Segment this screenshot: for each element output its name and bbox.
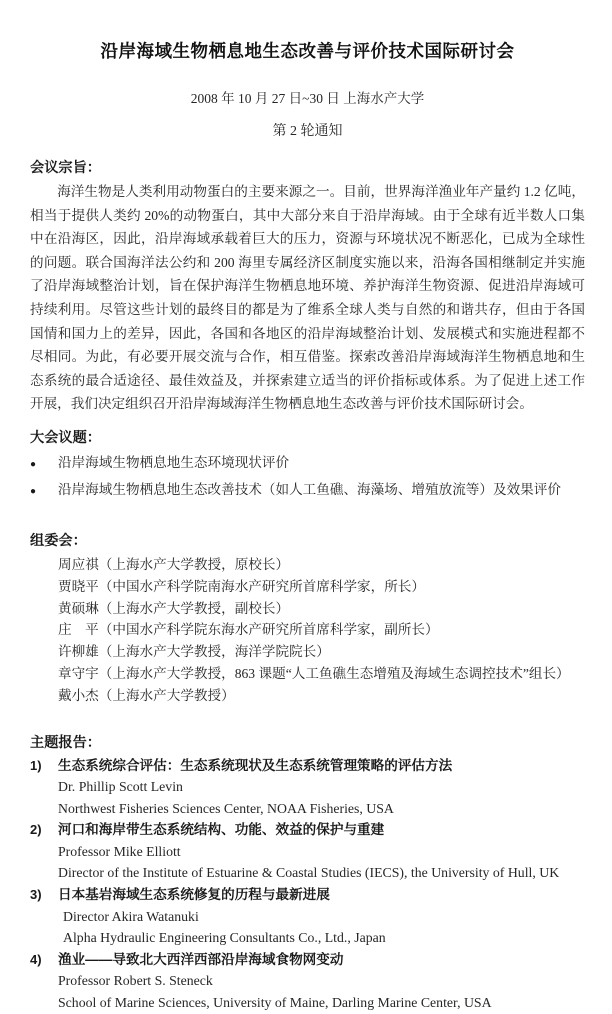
report-title: 渔业——导致北大西洋西部沿岸海域食物网变动 (58, 951, 344, 967)
committee-member: 周应祺（上海水产大学教授，原校长） (58, 556, 290, 572)
report-item (30, 949, 585, 1014)
committee-member-list (30, 554, 585, 707)
report-number: 3) (30, 887, 42, 903)
topic-item (30, 450, 585, 477)
topics-list (30, 450, 585, 504)
committee-member: 许柳雄（上海水产大学教授，海洋学院院长） (58, 644, 330, 660)
committee-member: 章守宇（上海水产大学教授，863 课题“人工鱼礁生态增殖及海域生态调控技术”组长） (58, 665, 570, 681)
topic-item (30, 477, 585, 504)
topics-heading: 大会议题： (30, 429, 101, 446)
committee-member: 贾晓平（中国水产科学院南海水产研究所首席科学家，所长） (58, 578, 426, 594)
committee-member: 戴小杰（上海水产大学教授） (58, 687, 235, 703)
bullet-icon: ● (30, 485, 37, 497)
report-title-row (30, 884, 585, 906)
report-title-row (30, 949, 585, 971)
topic-item-label: 沿岸海域生物栖息地生态环境现状评价 (58, 454, 290, 470)
reports-heading: 主题报告： (30, 734, 101, 751)
report-affiliation: Northwest Fisheries Sciences Center, NOAA Fisheries, USA (58, 800, 394, 816)
report-number: 4) (30, 951, 42, 967)
committee-member: 庄 平（中国水产科学院东海水产研究所首席科学家，副所长） (58, 622, 439, 638)
report-affiliation: Director of the Institute of Estuarine & Coastal Studies (IECS), the University of Hull, UK (58, 865, 560, 881)
report-title-row (30, 819, 585, 841)
report-title-row (30, 755, 585, 777)
report-speaker: Director Akira Watanuki (63, 908, 199, 924)
report-item (30, 884, 585, 949)
report-item (30, 755, 585, 820)
bullet-icon: ● (30, 458, 37, 470)
report-item (30, 819, 585, 884)
committee-heading: 组委会： (30, 532, 87, 549)
report-title: 生态系统综合评估：生态系统现状及生态系统管理策略的评估方法 (58, 757, 453, 773)
report-affiliation: School of Marine Sciences, University of Maine, Darling Marine Center, USA (58, 995, 492, 1011)
report-speaker: Professor Mike Elliott (58, 843, 181, 859)
report-speaker: Professor Robert S. Steneck (58, 973, 213, 989)
document-title: 沿岸海域生物栖息地生态改善与评价技术国际研讨会 (100, 41, 515, 61)
report-list (30, 755, 585, 1014)
report-number: 2) (30, 822, 42, 838)
notice-round-line: 第 2 轮通知 (272, 124, 343, 139)
date-venue-line: 2008 年 10 月 27 日~30 日 上海水产大学 (190, 91, 425, 106)
report-number: 1) (30, 757, 42, 773)
report-title: 日本基岩海域生态系统修复的历程与最新进展 (58, 887, 330, 903)
topic-item-label: 沿岸海域生物栖息地生态改善技术（如人工鱼礁、海藻场、增殖放流等）及效果评价 (58, 481, 561, 497)
purpose-paragraph: 海洋生物是人类利用动物蛋白的主要来源之一。目前，世界海洋渔业年产量约 1.2 亿吨，相当于提供人类约 20%的动物蛋白，其中大部分来自于沿岸海域。由于全球有近半数人口集中在沿海区，因此，沿岸海域承载着巨大的压力，资源与环境状况不断恶化，已成为全球性的问题。联合国海洋法公约和 200 海里专属经济区制度实施以来，沿海各国相继制定并实施了沿岸海域整治计划，旨在保护海洋生物栖息地环境、养护海洋生物资源、促进沿岸海域可持续利用。尽管这些计划的最终目的都是为了维系全球人类与自然的和谐共存，但由于各国国情和国力上的差异，因此，各国和各地区的沿岸海域整治计划、发展模式和实施进程都不尽相同。为此，有必要开展交流与合作，相互借鉴。探索改善沿岸海域海洋生物栖息地和生态系统的最合适途径、最佳效益及，并探索建立适当的评价指标或体系。为了促进上述工作开展，我们决定组织召开沿岸海域海洋生物栖息地生态改善与评价技术国际研讨会。 (30, 184, 585, 412)
purpose-heading: 会议宗旨： (30, 160, 101, 176)
report-title: 河口和海岸带生态系统结构、功能、效益的保护与重建 (58, 822, 385, 838)
committee-member: 黄硕琳（上海水产大学教授，副校长） (58, 600, 290, 616)
report-speaker: Dr. Phillip Scott Levin (58, 779, 183, 795)
report-affiliation: Alpha Hydraulic Engineering Consultants Co., Ltd., Japan (63, 930, 386, 946)
